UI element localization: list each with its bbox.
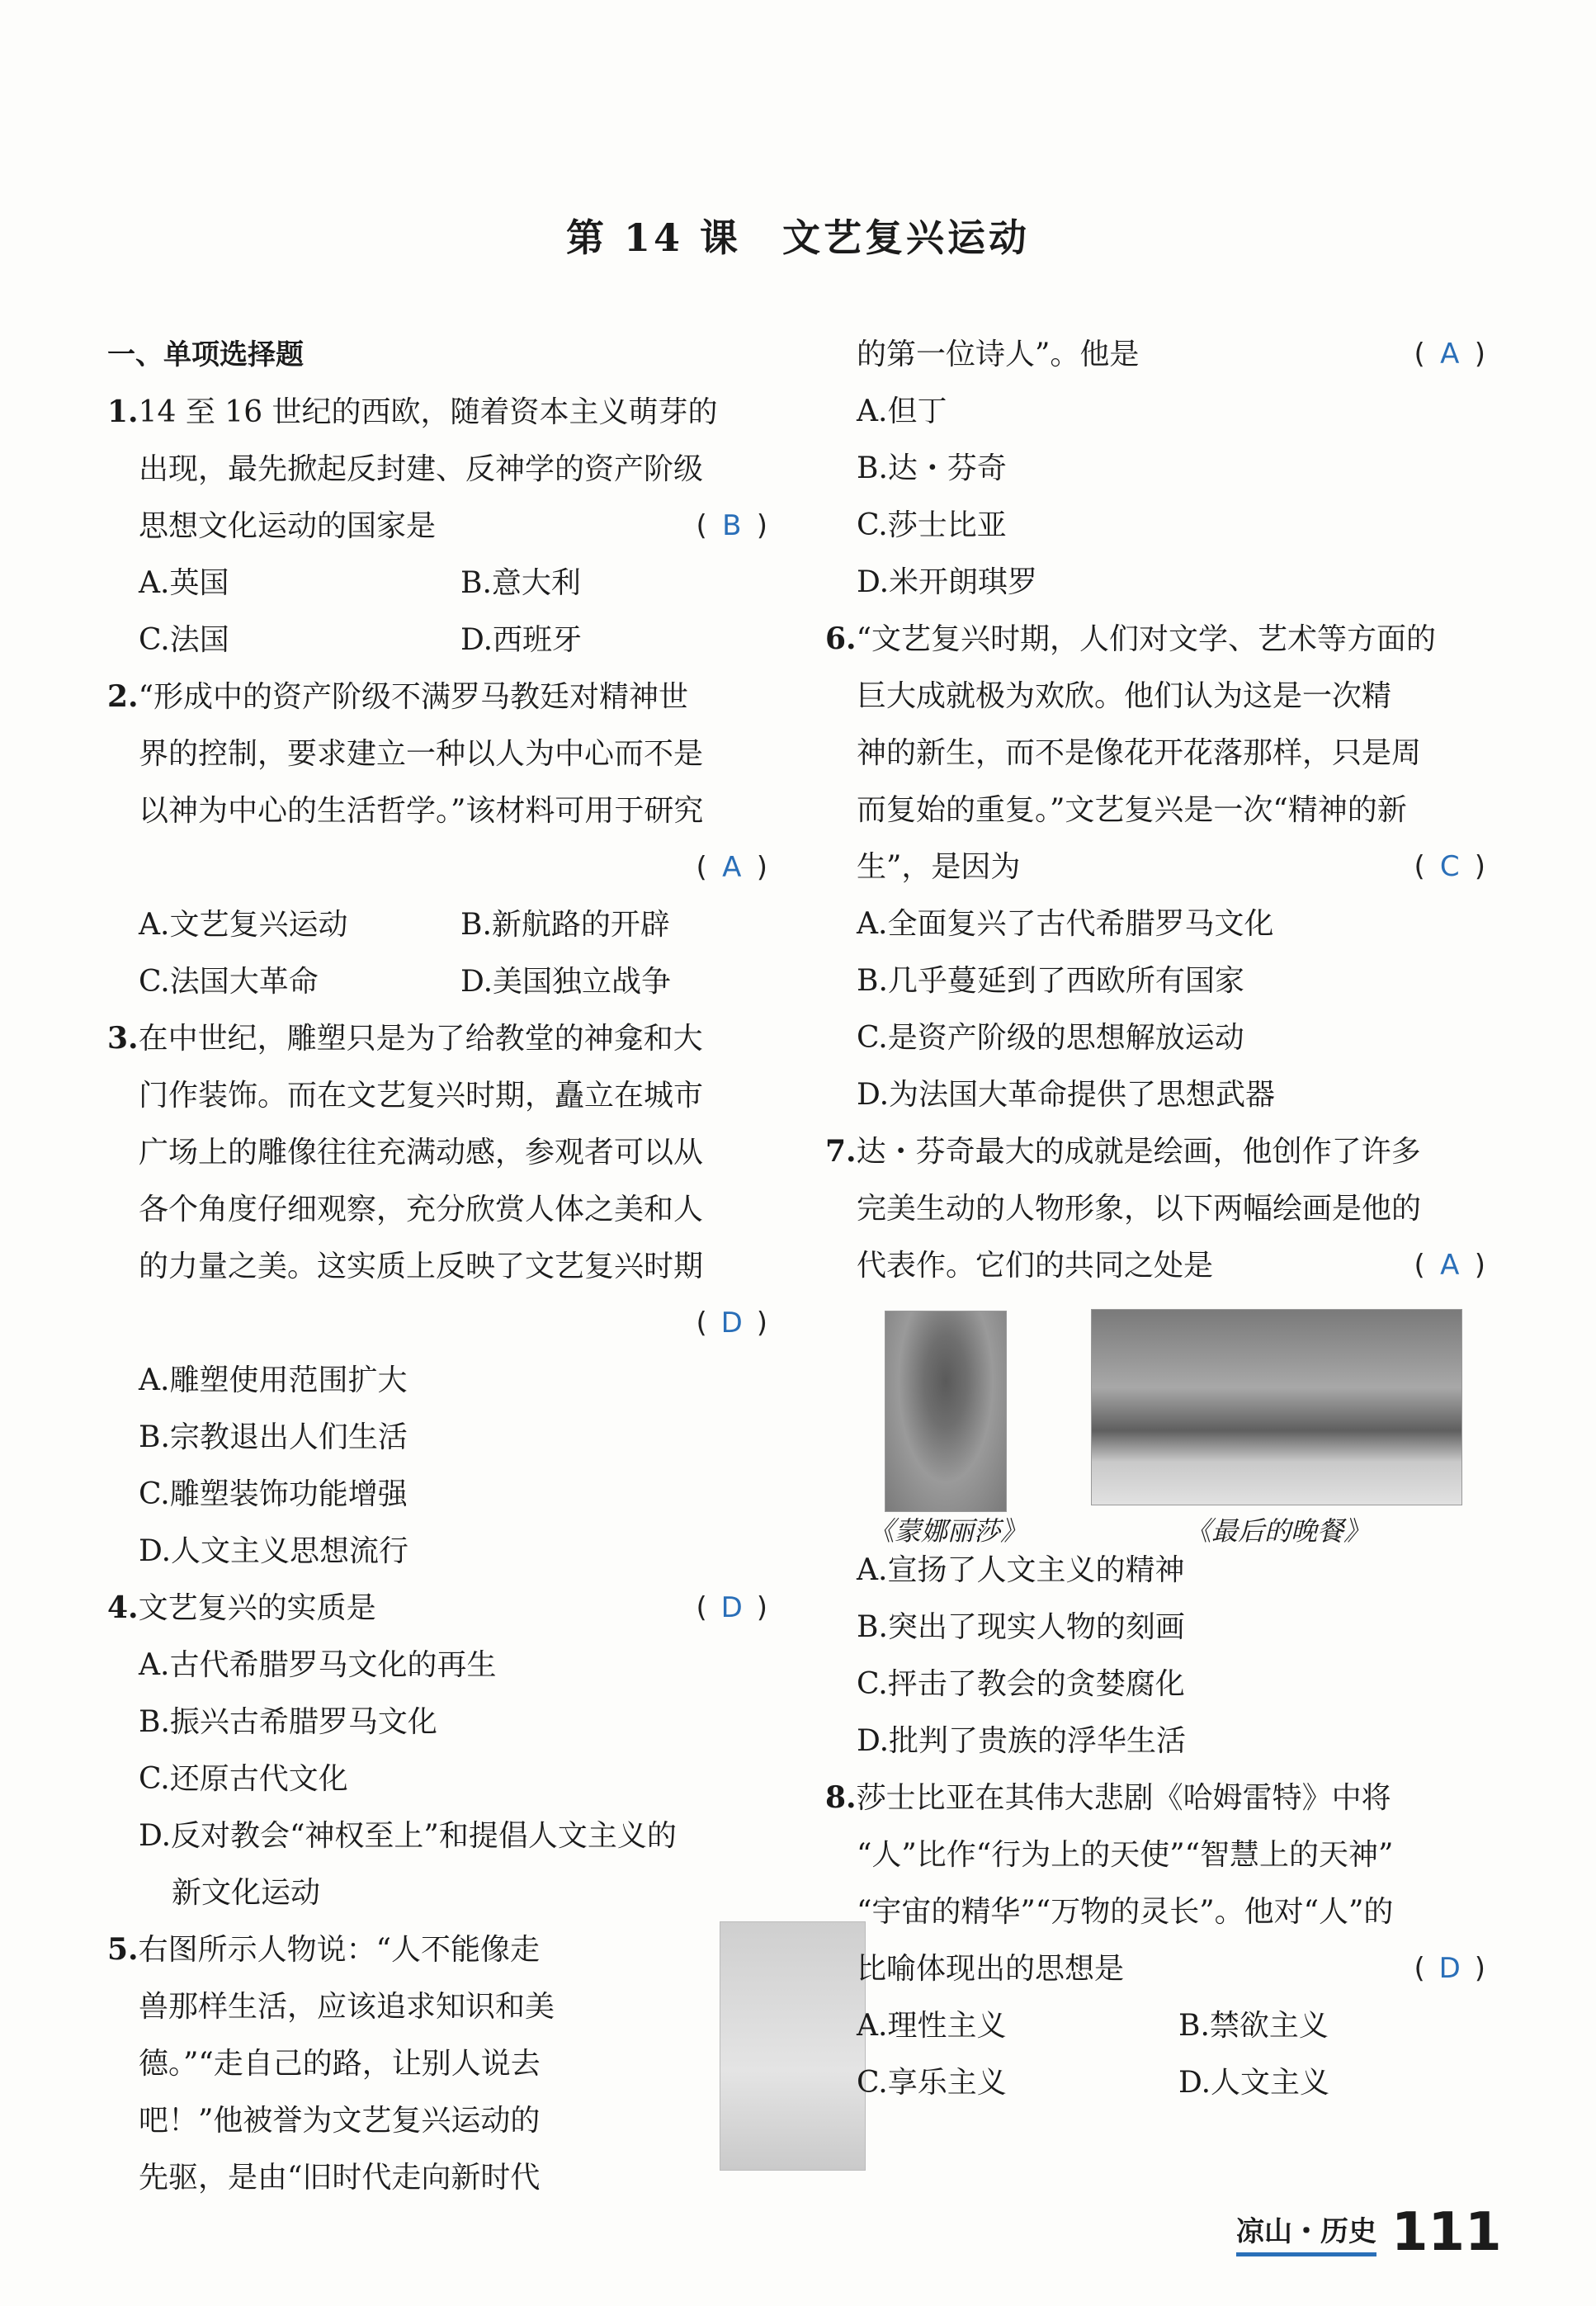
question-text: 比喻体现出的思想是 <box>857 1952 1125 1986</box>
option: D.人文主义 <box>1178 2066 1330 2100</box>
option: D.为法国大革命提供了思想武器 <box>857 1078 1276 1112</box>
question-text: 达・芬奇最大的成就是绘画，他创作了许多 <box>856 1135 1421 1169</box>
question-text: 而复始的重复。”文艺复兴是一次“精神的新 <box>857 793 1407 827</box>
option: C.法国大革命 <box>139 965 319 999</box>
option: D.人文主义思想流行 <box>139 1534 409 1568</box>
option: A.理性主义 <box>857 2009 1007 2043</box>
option-continued: 新文化运动 <box>172 1876 321 1910</box>
question-8 <box>825 1770 1485 2111</box>
question-1 <box>107 384 767 669</box>
option: C.雕塑装饰功能增强 <box>139 1477 408 1511</box>
option: A.宣扬了人文主义的精神 <box>857 1553 1185 1587</box>
question-text: 先驱，是由“旧时代走向新时代 <box>139 2161 541 2195</box>
question-text: 文艺复兴的实质是 <box>138 1591 376 1625</box>
answer-letter: A <box>1440 338 1460 371</box>
option: A.雕塑使用范围扩大 <box>139 1363 408 1397</box>
option: D.米开朗琪罗 <box>857 565 1038 599</box>
option: B.宗教退出人们生活 <box>139 1420 408 1454</box>
answer-bracket: ( B ) <box>696 498 767 555</box>
question-5-continued <box>825 326 1485 611</box>
option: B.几乎蔓延到了西欧所有国家 <box>857 964 1244 998</box>
question-text: 在中世纪，雕塑只是为了给教堂的神龛和大 <box>138 1022 703 1056</box>
question-text: “宇宙的精华”“万物的灵长”。他对“人”的 <box>857 1895 1394 1929</box>
question-text: 巨大成就极为欢欣。他们认为这是一次精 <box>857 679 1392 713</box>
option: C.是资产阶级的思想解放运动 <box>857 1021 1244 1055</box>
answer-letter: D <box>720 1307 743 1340</box>
question-text: 广场上的雕像往往充满动感，参观者可以从 <box>139 1136 704 1170</box>
question-3 <box>107 1010 767 1580</box>
page-title: 第 14 课 文艺复兴运动 <box>565 215 1031 260</box>
option: A.文艺复兴运动 <box>139 908 348 942</box>
question-number: 2. <box>107 679 139 714</box>
option: B.意大利 <box>460 566 581 600</box>
option: A.古代希腊罗马文化的再生 <box>139 1648 497 1682</box>
option: D.批判了贵族的浮华生活 <box>857 1724 1187 1758</box>
answer-bracket: ( D ) <box>696 1580 767 1637</box>
option: C.享乐主义 <box>857 2066 1007 2100</box>
option: B.突出了现实人物的刻画 <box>857 1610 1185 1644</box>
question-number: 4. <box>107 1590 139 1625</box>
answer-letter: A <box>722 851 742 884</box>
option: C.还原古代文化 <box>139 1762 348 1796</box>
question-text: 门作装饰。而在文艺复兴时期，矗立在城市 <box>139 1079 704 1113</box>
question-7 <box>825 1123 1485 1770</box>
left-column <box>107 326 767 2206</box>
option: B.禁欲主义 <box>1178 2009 1329 2043</box>
option: A.全面复兴了古代希腊罗马文化 <box>857 907 1274 941</box>
question-number: 1. <box>107 395 139 429</box>
page-number: 111 <box>1391 2202 1502 2263</box>
right-column <box>825 326 1485 2111</box>
option: B.达・芬奇 <box>857 451 1007 485</box>
answer-bracket: ( C ) <box>1414 839 1485 895</box>
question-number: 5. <box>107 1932 139 1967</box>
figure-caption: 《蒙娜丽莎》 <box>868 1515 1027 1547</box>
question-text: “文艺复兴时期，人们对文学、艺术等方面的 <box>856 622 1436 656</box>
answer-letter: D <box>720 1591 743 1624</box>
question-2 <box>107 669 767 1010</box>
question-text: 出现，最先掀起反封建、反神学的资产阶级 <box>139 452 704 486</box>
section-heading: 一、单项选择题 <box>107 338 304 371</box>
option: B.振兴古希腊罗马文化 <box>139 1705 437 1739</box>
question-5 <box>107 1921 767 2206</box>
question-text: 的第一位诗人”。他是 <box>857 338 1140 371</box>
question-number: 3. <box>107 1021 139 1056</box>
answer-bracket: ( A ) <box>696 839 767 896</box>
question-text: “人”比作“行为上的天使”“智慧上的天神” <box>857 1838 1394 1872</box>
mona-lisa-image <box>885 1311 1007 1512</box>
question-text: 思想文化运动的国家是 <box>139 509 437 543</box>
answer-letter: D <box>1438 1952 1461 1985</box>
answer-letter: C <box>1439 850 1460 883</box>
question-text: 生”，是因为 <box>857 850 1021 884</box>
question-number: 6. <box>825 621 857 656</box>
answer-bracket: ( A ) <box>1414 1237 1485 1294</box>
option: A.英国 <box>139 566 229 600</box>
question-text: 神的新生，而不是像花开花落那样，只是周 <box>857 736 1422 770</box>
figures <box>825 1294 1485 1547</box>
question-text: 的力量之美。这实质上反映了文艺复兴时期 <box>139 1250 704 1283</box>
question-text: 完美生动的人物形象，以下两幅绘画是他的 <box>857 1192 1422 1226</box>
question-text: 14 至 16 世纪的西欧，随着资本主义萌芽的 <box>138 395 718 429</box>
course-label: 凉山・历史 <box>1236 2209 1376 2256</box>
option: C.法国 <box>139 623 229 657</box>
option: D.反对教会“神权至上”和提倡人文主义的 <box>139 1819 677 1853</box>
question-text: 以神为中心的生活哲学。”该材料可用于研究 <box>139 794 704 828</box>
answer-bracket: ( A ) <box>1414 326 1485 383</box>
option: C.抨击了教会的贪婪腐化 <box>857 1667 1185 1701</box>
page-footer <box>1236 2195 1502 2270</box>
question-text: 德。”“走自己的路，让别人说去 <box>139 2047 541 2081</box>
answer-bracket: ( D ) <box>1414 1940 1485 1997</box>
option: D.美国独立战争 <box>460 965 672 999</box>
question-text: 兽那样生活，应该追求知识和美 <box>139 1990 555 2024</box>
option: A.但丁 <box>857 395 947 428</box>
last-supper-image <box>1091 1309 1462 1505</box>
question-text: “形成中的资产阶级不满罗马教廷对精神世 <box>138 680 688 714</box>
option: C.莎士比亚 <box>857 508 1007 542</box>
question-number: 7. <box>825 1134 857 1169</box>
answer-letter: B <box>722 509 742 542</box>
option: D.西班牙 <box>460 623 583 657</box>
question-text: 吧！”他被誉为文艺复兴运动的 <box>139 2104 541 2138</box>
question-text: 莎士比亚在其伟大悲剧《哈姆雷特》中将 <box>856 1781 1391 1815</box>
question-4 <box>107 1580 767 1921</box>
option: B.新航路的开辟 <box>460 908 670 942</box>
question-text: 各个角度仔细观察，充分欣赏人体之美和人 <box>139 1193 704 1226</box>
question-number: 8. <box>825 1780 857 1815</box>
figure-caption: 《最后的晚餐》 <box>1185 1515 1371 1547</box>
question-text: 代表作。它们的共同之处是 <box>857 1249 1214 1283</box>
question-text: 界的控制，要求建立一种以人为中心而不是 <box>139 737 704 771</box>
question-6 <box>825 611 1485 1123</box>
answer-letter: A <box>1440 1249 1460 1282</box>
question-text: 右图所示人物说：“人不能像走 <box>138 1933 540 1967</box>
answer-bracket: ( D ) <box>696 1295 767 1352</box>
